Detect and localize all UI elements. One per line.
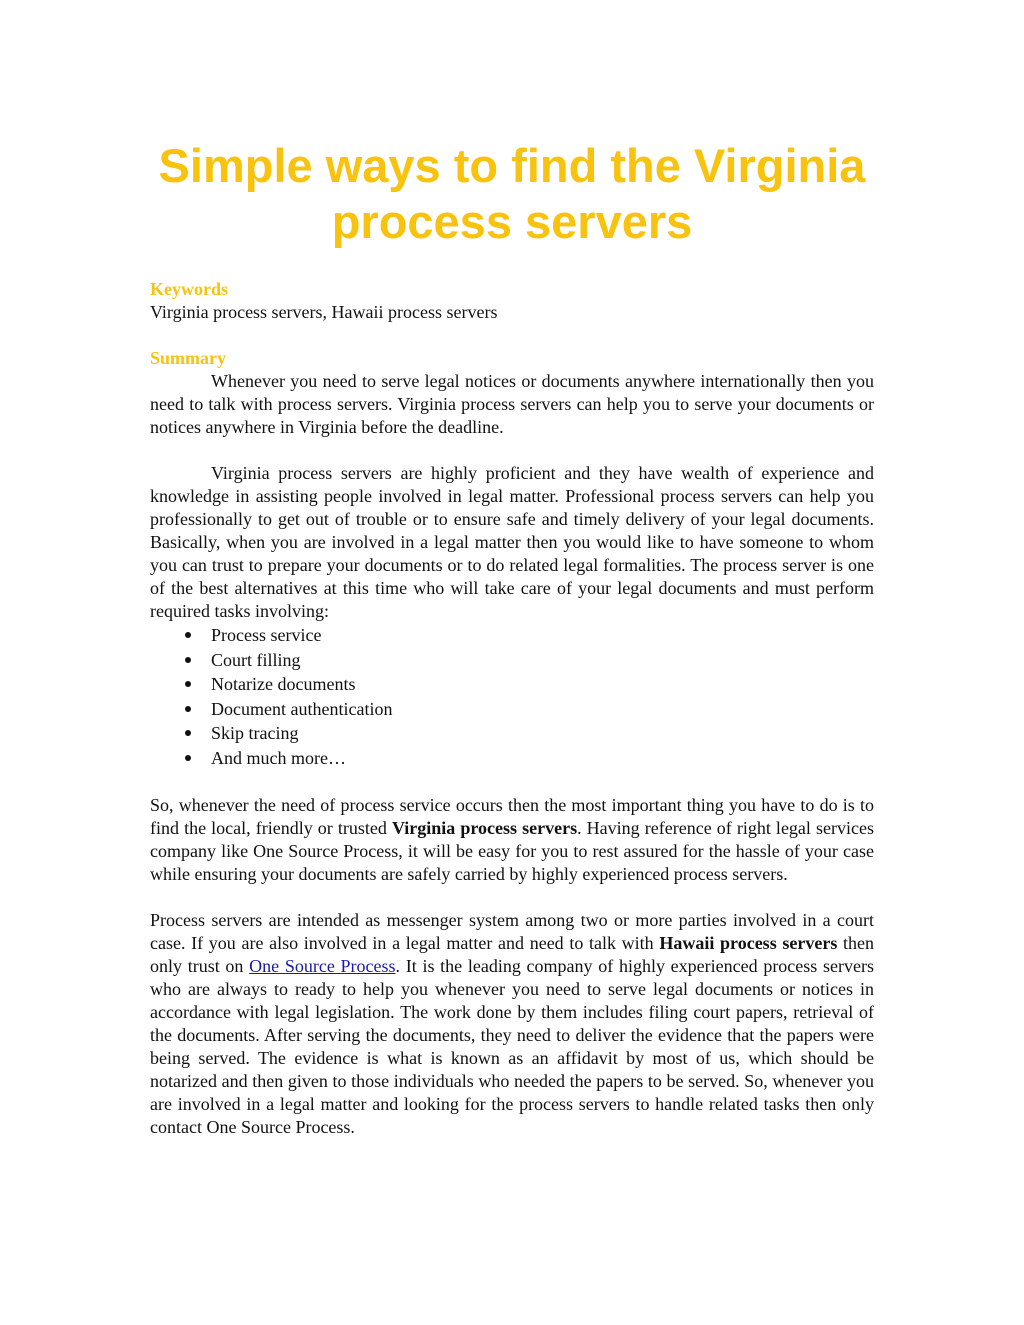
paragraph-text: So, whenever the need of process service occurs then the most important thing you have to do is to find the local, friendly or trusted [150, 794, 874, 838]
paragraph-text: . It is the leading company of highly experienced process servers who are always to ready to help you whenever you need to serve legal documents or notices in accordance with legal legislation. The work done by them includes filing court papers, retrieval of the documents. After serving the documents, they need to deliver the evidence that the papers were being served. The evidence is what is known as an affidavit by most of us, which should be notarized and then given to those individuals who needed the papers to be served. So, whenever you are involved in a legal matter and looking for the process servers to handle related tasks then only contact One Source Process. [150, 955, 874, 1137]
bullet-icon [185, 755, 191, 761]
list-item-text: And much more… [211, 747, 346, 768]
paragraph-spacer [150, 886, 874, 909]
keywords-text: Virginia process servers, Hawaii process servers [150, 302, 498, 322]
paragraph-spacer [150, 439, 874, 462]
paragraph-spacer [150, 771, 874, 794]
document-title: Simple ways to find the Virginia process servers [158, 139, 866, 248]
list-item-text: Process service [211, 625, 322, 645]
list-item [150, 746, 874, 771]
list-item [150, 672, 874, 697]
list-item-text: Skip tracing [211, 723, 299, 744]
list-item [150, 697, 874, 722]
list-item [150, 648, 874, 673]
paragraph-text: then only trust on [150, 932, 874, 976]
bullet-icon [185, 681, 191, 687]
list-item [150, 623, 874, 648]
body-paragraph-3 [150, 909, 874, 1139]
bullet-icon [185, 730, 191, 736]
list-item-text: Notarize documents [211, 674, 356, 695]
bold-keyword: Virginia process servers [391, 817, 578, 838]
list-item [150, 721, 874, 746]
list-item-text: Court filling [211, 649, 301, 670]
one-source-process-link[interactable]: One Source Process [249, 955, 396, 976]
summary-heading: Summary [150, 348, 226, 368]
bullet-icon [185, 657, 191, 663]
bullet-icon [185, 632, 191, 638]
keywords-heading: Keywords [150, 279, 228, 299]
summary-paragraph: Whenever you need to serve legal notices or documents anywhere internationally then you need to talk with process servers. Virginia process servers can help you to serve your documents or notices anywhere in Virginia before the deadline. [150, 371, 874, 437]
bold-keyword: Hawaii process servers [659, 932, 838, 953]
list-item-text: Document authentication [211, 698, 393, 719]
paragraph-text: . Having reference of right legal services company like One Source Process, it will be easy for you to rest assured for the hassle of your case while ensuring your documents are safely carried by highly experienced process servers. [150, 817, 874, 884]
body-paragraph-2 [150, 794, 874, 886]
document-body [150, 278, 874, 1139]
bullet-icon [185, 706, 191, 712]
paragraph-text: Process servers are intended as messenger system among two or more parties involved in a court case. If you are also involved in a legal matter and need to talk with [150, 909, 874, 953]
body-paragraph-1: Virginia process servers are highly proficient and they have wealth of experience and knowledge in assisting people involved in legal matter. Professional process servers can help you professionally to get out of trouble or to ensure safe and timely delivery of your legal documents. Basically, when you are involved in a legal matter then you would like to have someone to whom you can trust to prepare your documents or to do related legal formalities. The process server is one of the best alternatives at this time who will take care of your legal documents and must perform required tasks involving: [150, 463, 874, 621]
tasks-list [150, 623, 874, 771]
